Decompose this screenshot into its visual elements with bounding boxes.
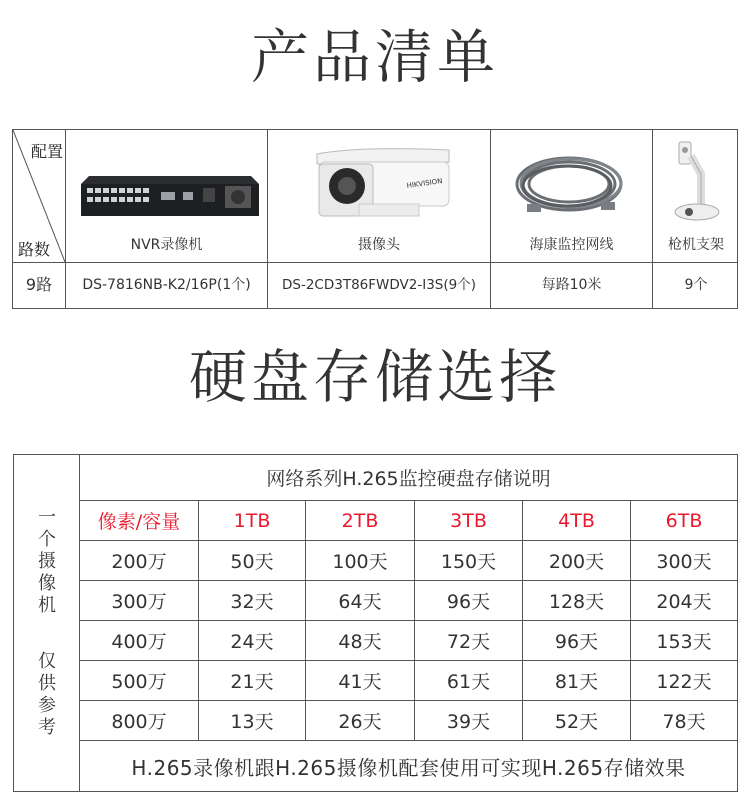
table-row <box>80 701 737 741</box>
days-cell: 41天 <box>306 661 415 700</box>
bracket-image <box>665 138 725 226</box>
side-note-char: 个 <box>38 529 56 550</box>
storage-table <box>13 454 738 792</box>
side-note-char: 仅 <box>38 651 56 672</box>
pixels-cell: 300万 <box>80 581 199 620</box>
pixels-cell: 500万 <box>80 661 199 700</box>
side-note-char: 像 <box>38 573 56 594</box>
side-note-char: 考 <box>38 717 56 738</box>
days-cell: 81天 <box>523 661 631 700</box>
days-cell: 100天 <box>306 541 415 580</box>
side-note <box>14 455 80 791</box>
product-detail-nvr: DS-7816NB-K2/16P(1个) <box>82 277 251 293</box>
product-list-title: 产品清单 <box>250 23 499 91</box>
table-row <box>80 581 737 621</box>
row-label-channels: 9路 <box>25 275 53 294</box>
side-note-char: 一 <box>38 507 56 528</box>
side-note-char: 机 <box>38 595 56 616</box>
table-footer-row <box>80 741 737 791</box>
product-detail-cable: 每路10米 <box>541 277 602 293</box>
days-cell: 13天 <box>199 701 306 740</box>
days-cell: 61天 <box>415 661 523 700</box>
capacity-row <box>80 501 737 541</box>
column-label: 像素/容量 <box>80 501 199 540</box>
product-list-table <box>12 129 738 309</box>
days-cell: 26天 <box>306 701 415 740</box>
days-cell: 78天 <box>662 711 706 733</box>
product-detail-camera: DS-2CD3T86FWDV2-I3S(9个) <box>282 277 476 293</box>
pixels-cell: 800万 <box>80 701 199 740</box>
camera-brand: HIKVISION <box>406 177 443 190</box>
days-cell: 52天 <box>523 701 631 740</box>
capacity-cell: 6TB <box>665 509 703 532</box>
days-cell: 122天 <box>656 671 712 693</box>
side-note-char: 参 <box>38 695 56 716</box>
days-cell: 96天 <box>523 621 631 660</box>
capacity-cell: 3TB <box>415 501 523 540</box>
product-caption-camera: 摄像头 <box>358 237 400 253</box>
days-cell: 300天 <box>656 551 712 573</box>
days-cell: 24天 <box>199 621 306 660</box>
product-caption-bracket: 枪机支架 <box>668 237 724 253</box>
table-row <box>80 661 737 701</box>
product-caption-cable: 海康监控网线 <box>529 237 614 253</box>
table-header: 网络系列H.265监控硬盘存储说明 <box>266 468 551 490</box>
camera-image <box>299 144 459 230</box>
days-cell: 150天 <box>415 541 523 580</box>
table-header-row <box>80 455 737 501</box>
days-cell: 96天 <box>415 581 523 620</box>
days-cell: 204天 <box>656 591 712 613</box>
corner-label-channels: 路数 <box>18 240 51 259</box>
table-row <box>80 621 737 661</box>
side-note-char: 摄 <box>38 551 56 572</box>
storage-selection-title: 硬盘存储选择 <box>188 343 561 411</box>
days-cell: 153天 <box>656 631 712 653</box>
days-cell: 200天 <box>523 541 631 580</box>
days-cell: 50天 <box>199 541 306 580</box>
days-cell: 72天 <box>415 621 523 660</box>
table-footer: H.265录像机跟H.265摄像机配套使用可实现H.265存储效果 <box>131 755 686 780</box>
pixels-cell: 200万 <box>80 541 199 580</box>
side-note-char: 供 <box>38 673 56 694</box>
pixels-cell: 400万 <box>80 621 199 660</box>
storage-grid <box>80 455 737 791</box>
product-detail-bracket: 9个 <box>684 277 708 293</box>
days-cell: 48天 <box>306 621 415 660</box>
table-row <box>80 541 737 581</box>
days-cell: 128天 <box>523 581 631 620</box>
product-caption-nvr: NVR录像机 <box>130 237 203 253</box>
days-cell: 64天 <box>306 581 415 620</box>
days-cell: 21天 <box>199 661 306 700</box>
capacity-cell: 1TB <box>199 501 306 540</box>
days-cell: 32天 <box>199 581 306 620</box>
cable-image <box>509 146 635 226</box>
nvr-image <box>79 170 261 220</box>
days-cell: 39天 <box>415 701 523 740</box>
capacity-cell: 2TB <box>306 501 415 540</box>
capacity-cell: 4TB <box>523 501 631 540</box>
corner-label-config: 配置 <box>31 142 64 161</box>
